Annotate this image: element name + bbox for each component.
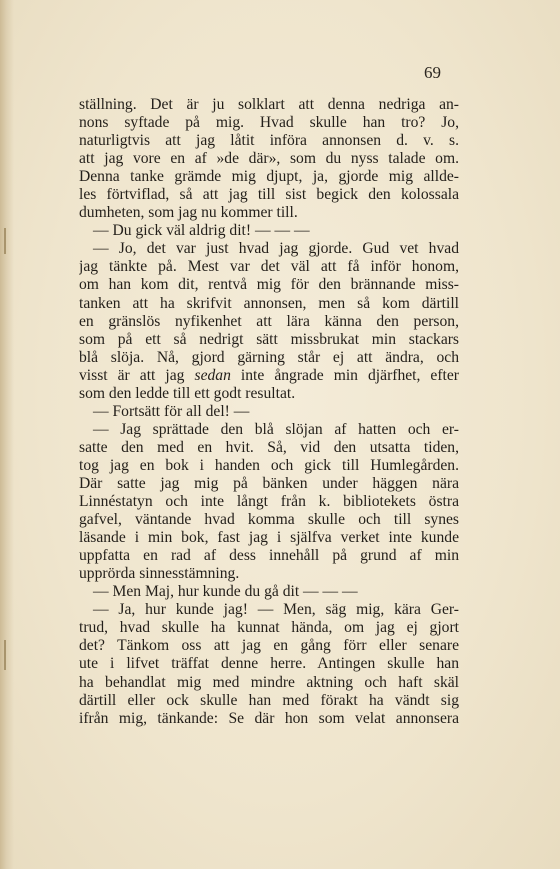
text-line: att jag vore en af »de där», som du nyss talade om.	[79, 150, 459, 168]
body-text	[79, 96, 459, 728]
text-line: visst är att jag sedan inte ångrade min djärfhet, efter	[79, 366, 459, 384]
emphasized-word: sedan	[194, 366, 231, 384]
text-line: om han kom dit, rentvå mig för den brännande miss-	[79, 276, 459, 294]
text-line: därtill eller ock skulle han med förakt ha vändt sig	[79, 691, 459, 709]
text-line: les förtviflad, så att jag till sist begick den kolossala	[79, 186, 459, 204]
text-line: jag tänkte på. Mest var det väl att få inför honom,	[79, 258, 459, 276]
text-line: ifrån mig, tänkande: Se där hon som velat annonsera	[79, 709, 459, 727]
text-line: — Jag sprättade den blå slöjan af hatten och er-	[93, 420, 459, 438]
text-line: som på ett så nedrigt sätt missbrukat min stackars	[79, 330, 459, 348]
text-line: Denna tanke grämde mig djupt, ja, gjorde mig allde-	[79, 168, 459, 186]
text-line: gafvel, väntande hvad komma skulle och till synes	[79, 511, 459, 529]
text-line: satte den med en hvit. Så, vid den utsatta tiden,	[79, 438, 459, 456]
text-line: trud, hvad skulle ha kunnat hända, om jag ej gjort	[79, 619, 459, 637]
text-line: ställning. Det är ju solklart att denna nedriga an-	[79, 96, 459, 113]
page-number: 69	[424, 63, 441, 82]
text-line: — Fortsätt för all del! —	[93, 402, 250, 420]
text-line: nons syftade på mig. Hvad skulle han tro? Jo,	[79, 114, 459, 132]
text-line: upprörda sinnesstämning.	[79, 565, 240, 583]
text-line: ha behandlat mig med mindre aktning och haft skäl	[79, 673, 459, 691]
text-line: dumheten, som jag nu kommer till.	[79, 204, 298, 222]
text-line: en gränslös nyfikenhet att lära känna den person,	[79, 312, 459, 330]
text-line: det? Tänkom oss att jag en gång förr eller senare	[79, 637, 459, 655]
text-line: Där satte jag mig på bänken under häggen nära	[79, 474, 459, 492]
text-line: — Men Maj, hur kunde du gå dit — — —	[93, 583, 358, 601]
text-line: som den ledde till ett godt resultat.	[79, 384, 296, 402]
text-line: tog jag en bok i handen och gick till Humlegården.	[79, 456, 459, 474]
page-binding-edge	[0, 0, 14, 869]
text-line: tanken att ha skrifvit annonsen, men så kom därtill	[79, 294, 459, 312]
text-line: — Jo, det var just hvad jag gjorde. Gud vet hvad	[93, 240, 459, 258]
text-line: ute i lifvet träffat denne herre. Antingen skulle han	[79, 655, 459, 673]
binding-thread-mark	[4, 228, 6, 254]
text-line: naturligtvis att jag låtit införa annonsen d. v. s.	[79, 132, 459, 150]
text-line: — Ja, hur kunde jag! — Men, säg mig, kära Ger-	[93, 601, 459, 619]
text-line: Linnéstatyn och inte långt från k. bibliotekets östra	[79, 493, 459, 511]
text-line: läsande i min bok, fast jag i själfva verket inte kunde	[79, 529, 459, 547]
binding-thread-mark	[4, 640, 6, 670]
text-line: — Du gick väl aldrig dit! — — —	[93, 222, 310, 240]
text-line: blå slöja. Nå, gjord gärning står ej att ändra, och	[79, 348, 459, 366]
text-line: uppfatta en rad af dess innehåll på grund af min	[79, 547, 459, 565]
